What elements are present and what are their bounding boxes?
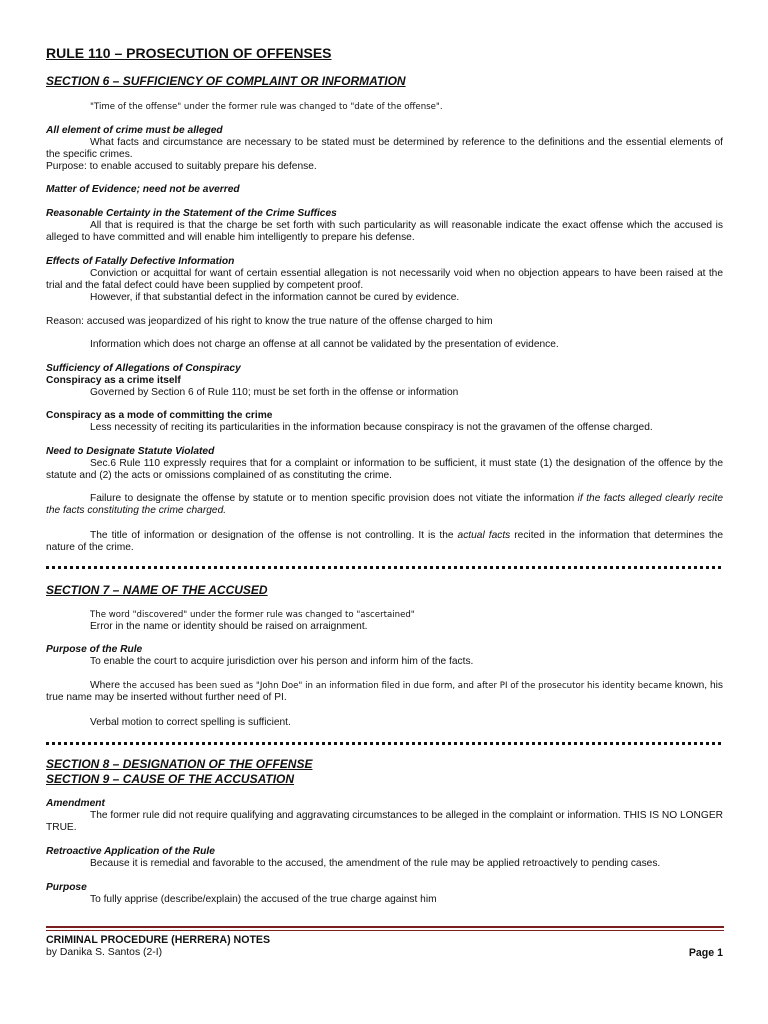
paragraph-reasonable-certainty: All that is required is that the charge be set forth with such particularity as will reasonable indicate the exact offense which the accused is alleged to have committed and will enable him intelligently to prepare his defense. xyxy=(46,220,723,243)
subheading-conspiracy-crime-itself: Conspiracy as a crime itself xyxy=(46,375,181,386)
paragraph-error-in-name: Error in the name or identity should be raised on arraignment. xyxy=(90,621,368,632)
title-text-italic: actual facts xyxy=(457,530,511,541)
paragraph-conspiracy-mode: Less necessity of reciting its particularities in the information because conspiracy is not the gravamen of the offense charged. xyxy=(90,422,653,433)
paragraph-cannot-be-validated: Information which does not charge an offense at all cannot be validated by the presentation of evidence. xyxy=(90,339,559,350)
subheading-conspiracy-allegations: Sufficiency of Allegations of Conspiracy xyxy=(46,363,241,374)
john-doe-text-1: Where xyxy=(90,680,123,691)
paragraph-substantial-defect: However, if that substantial defect in the information cannot be cured by evidence. xyxy=(90,292,460,303)
page-title: RULE 110 – PROSECUTION OF OFFENSES xyxy=(46,45,332,61)
paragraph-verbal-motion: Verbal motion to correct spelling is sufficient. xyxy=(90,717,291,728)
paragraph-amendment: The former rule did not require qualifying and aggravating circumstances to be alleged in the complaint or information. THIS IS NO LONGER TRUE. xyxy=(46,810,723,833)
footer-course-title: CRIMINAL PROCEDURE (HERRERA) NOTES xyxy=(46,934,271,946)
paragraph-john-doe xyxy=(46,680,723,704)
subheading-reasonable-certainty: Reasonable Certainty in the Statement of the Crime Suffices xyxy=(46,208,337,219)
paragraph-title-not-controlling xyxy=(46,530,723,554)
subheading-fatally-defective: Effects of Fatally Defective Information xyxy=(46,256,235,267)
subheading-designate-statute: Need to Designate Statute Violated xyxy=(46,446,215,457)
john-doe-text-3: known, his true name may be inserted without further need of PI. xyxy=(46,680,724,703)
subheading-elements-alleged: All element of crime must be alleged xyxy=(46,125,223,136)
paragraph-purpose: To fully apprise (describe/explain) the accused of the true charge against him xyxy=(90,894,437,905)
section-7-heading: SECTION 7 – NAME OF THE ACCUSED xyxy=(46,583,268,597)
subheading-matter-of-evidence: Matter of Evidence; need not be averred xyxy=(46,184,240,195)
paragraph-purpose-of-rule: To enable the court to acquire jurisdiction over his person and inform him of the facts. xyxy=(90,656,474,667)
paragraph-reason: Reason: accused was jeopardized of his right to know the true nature of the offense charged to him xyxy=(46,316,493,327)
section-6-heading: SECTION 6 – SUFFICIENCY OF COMPLAINT OR INFORMATION xyxy=(46,74,406,88)
section-8-heading: SECTION 8 – DESIGNATION OF THE OFFENSE xyxy=(46,757,313,771)
paragraph-failure-to-designate xyxy=(46,493,723,517)
dotted-separator-2 xyxy=(46,742,724,745)
footer-author: by Danika S. Santos (2-I) xyxy=(46,947,163,958)
paragraph-retroactive: Because it is remedial and favorable to the accused, the amendment of the rule may be applied retroactively to pending cases. xyxy=(90,858,661,869)
subheading-conspiracy-mode: Conspiracy as a mode of committing the crime xyxy=(46,410,273,421)
failure-text-italic: if the facts alleged clearly recite the facts constituting the crime charged. xyxy=(46,493,723,516)
paragraph-elements-alleged: What facts and circumstance are necessary to be stated must be determined by reference to the definitions and the essential elements of the specific crimes. xyxy=(46,137,723,160)
john-doe-text-2: the accused has been sued as "John Doe" in an information filed in due form, and after PI of the prosecutor his identity became xyxy=(122,681,673,691)
title-text-2: recited in the information that determines the nature of the crime. xyxy=(46,530,723,553)
subheading-amendment: Amendment xyxy=(46,798,105,809)
subheading-retroactive: Retroactive Application of the Rule xyxy=(46,846,215,857)
title-text-1: The title of information or designation of the offense is not controlling. It is the xyxy=(90,530,458,541)
subheading-purpose: Purpose xyxy=(46,882,87,893)
subheading-purpose-of-rule: Purpose of the Rule xyxy=(46,644,143,655)
page-number: Page 1 xyxy=(688,947,723,959)
failure-text: Failure to designate the offense by statute or to mention specific provision does not vitiate the information xyxy=(90,493,578,504)
paragraph-purpose-defense: Purpose: to enable accused to suitably prepare his defense. xyxy=(46,161,317,172)
section-7-note: The word "discovered" under the former rule was changed to "ascertained" xyxy=(90,610,415,620)
section-9-heading: SECTION 9 – CAUSE OF THE ACCUSATION xyxy=(46,772,295,786)
paragraph-conspiracy-crime-itself: Governed by Section 6 of Rule 110; must be set forth in the offense or information xyxy=(90,387,459,398)
paragraph-designate-statute: Sec.6 Rule 110 expressly requires that for a complaint or information to be sufficient, it must state (1) the designation of the offence by the statute and (2) the acts or omissions complained of as constituting the crime. xyxy=(46,458,723,481)
paragraph-fatally-defective: Conviction or acquittal for want of certain essential allegation is not necessarily void when no objection appears to have been raised at the trial and the fatal defect could have been supplied by competent proof. xyxy=(46,268,723,291)
dotted-separator-1 xyxy=(46,566,724,569)
section-6-note: "Time of the offense" under the former rule was changed to "date of the offense". xyxy=(90,102,443,112)
footer-rule-thin xyxy=(46,930,724,931)
footer-rule-thick xyxy=(46,926,724,928)
